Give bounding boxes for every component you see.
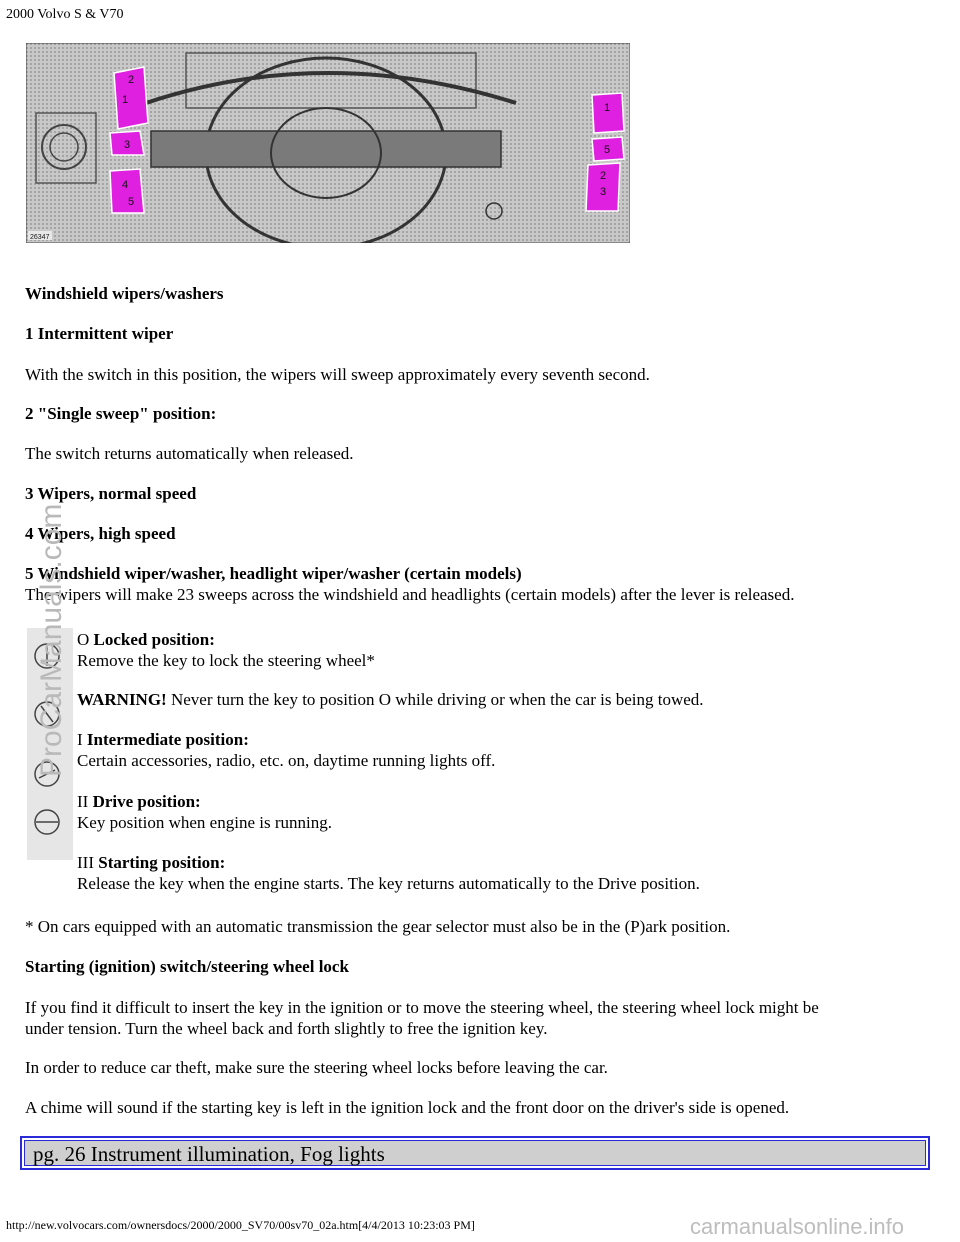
section-heading-ignition: Starting (ignition) switch/steering wheel lock: [25, 957, 349, 976]
item-4-label: 4 Wipers, high speed: [25, 524, 176, 543]
figure-code: 26347: [30, 234, 50, 241]
pos-starting-heading: [77, 853, 225, 873]
right-label-3: 2: [600, 170, 607, 182]
item-2-text: The switch returns automatically when released.: [25, 444, 354, 463]
pos-intermediate-prefix: I: [77, 730, 83, 749]
paragraph-2: In order to reduce car theft, make sure the steering wheel locks before leaving the car.: [25, 1058, 608, 1077]
item-5-label: 5 Windshield wiper/washer, headlight wiper/washer (certain models): [25, 564, 522, 583]
warning: [77, 690, 704, 710]
left-label-3: 3: [124, 139, 131, 151]
warning-text: Never turn the key to position O while driving or when the car is being towed.: [170, 690, 704, 709]
pos-locked-label: Locked position:: [93, 630, 215, 649]
paragraph-1-line-2: under tension. Turn the wheel back and forth slightly to free the ignition key.: [25, 1019, 548, 1038]
page-header: 2000 Volvo S & V70: [6, 7, 124, 22]
item-1-label: 1 Intermittent wiper: [25, 324, 174, 343]
pos-starting-prefix: III: [77, 853, 94, 872]
pos-drive-prefix: II: [77, 792, 89, 811]
item-1-text: With the switch in this position, the wipers will sweep approximately every seventh second.: [25, 365, 650, 384]
next-page-link[interactable]: [20, 1136, 930, 1170]
right-label-2: 5: [604, 144, 611, 156]
page-footer-url: http://new.volvocars.com/ownersdocs/2000/2000_SV70/00sv70_02a.htm[4/4/2013 10:23:03 PM]: [6, 1218, 475, 1232]
bottom-watermark: carmanualsonline.info: [690, 1214, 905, 1239]
pos-intermediate-text: Certain accessories, radio, etc. on, daytime running lights off.: [77, 751, 496, 770]
pos-intermediate-label: Intermediate position:: [86, 730, 249, 749]
pos-intermediate-heading: [77, 730, 249, 750]
section-heading-wipers: Windshield wipers/washers: [25, 284, 224, 303]
pos-locked-prefix: O: [77, 630, 90, 649]
side-watermark: ProCarManuals.com: [35, 503, 68, 777]
paragraph-1-line-1: If you find it difficult to insert the key in the ignition or to move the steering wheel, the steering wheel lock might be: [25, 998, 819, 1017]
pos-starting-label: Starting position:: [98, 853, 226, 872]
left-label-5: 5: [128, 196, 135, 208]
steering-wheel-figure: [26, 43, 630, 243]
pos-drive-text: Key position when engine is running.: [77, 813, 332, 832]
item-2-label: 2 "Single sweep" position:: [25, 404, 217, 423]
left-label-1: 2: [128, 74, 135, 86]
pos-drive-label: Drive position:: [92, 792, 201, 811]
pos-starting-text: Release the key when the engine starts. The key returns automatically to the Drive position.: [77, 874, 700, 893]
right-label-4: 3: [600, 186, 607, 198]
left-label-4: 4: [122, 179, 129, 191]
item-5-text: The wipers will make 23 sweeps across the windshield and headlights (certain models) after the lever is released.: [25, 585, 795, 604]
footnote: * On cars equipped with an automatic transmission the gear selector must also be in the (P)ark position.: [25, 917, 731, 936]
right-label-1: 1: [604, 102, 611, 114]
pos-locked-text: Remove the key to lock the steering wheel*: [77, 651, 375, 670]
pos-locked-heading: [77, 630, 215, 650]
next-page-label[interactable]: pg. 26 Instrument illumination, Fog lights: [24, 1140, 926, 1166]
warning-label: WARNING!: [77, 690, 167, 709]
pos-drive-heading: [77, 792, 201, 812]
item-3-label: 3 Wipers, normal speed: [25, 484, 197, 503]
paragraph-3: A chime will sound if the starting key is left in the ignition lock and the front door on the driver's side is opened.: [25, 1098, 790, 1117]
left-label-2: 1: [122, 94, 129, 106]
